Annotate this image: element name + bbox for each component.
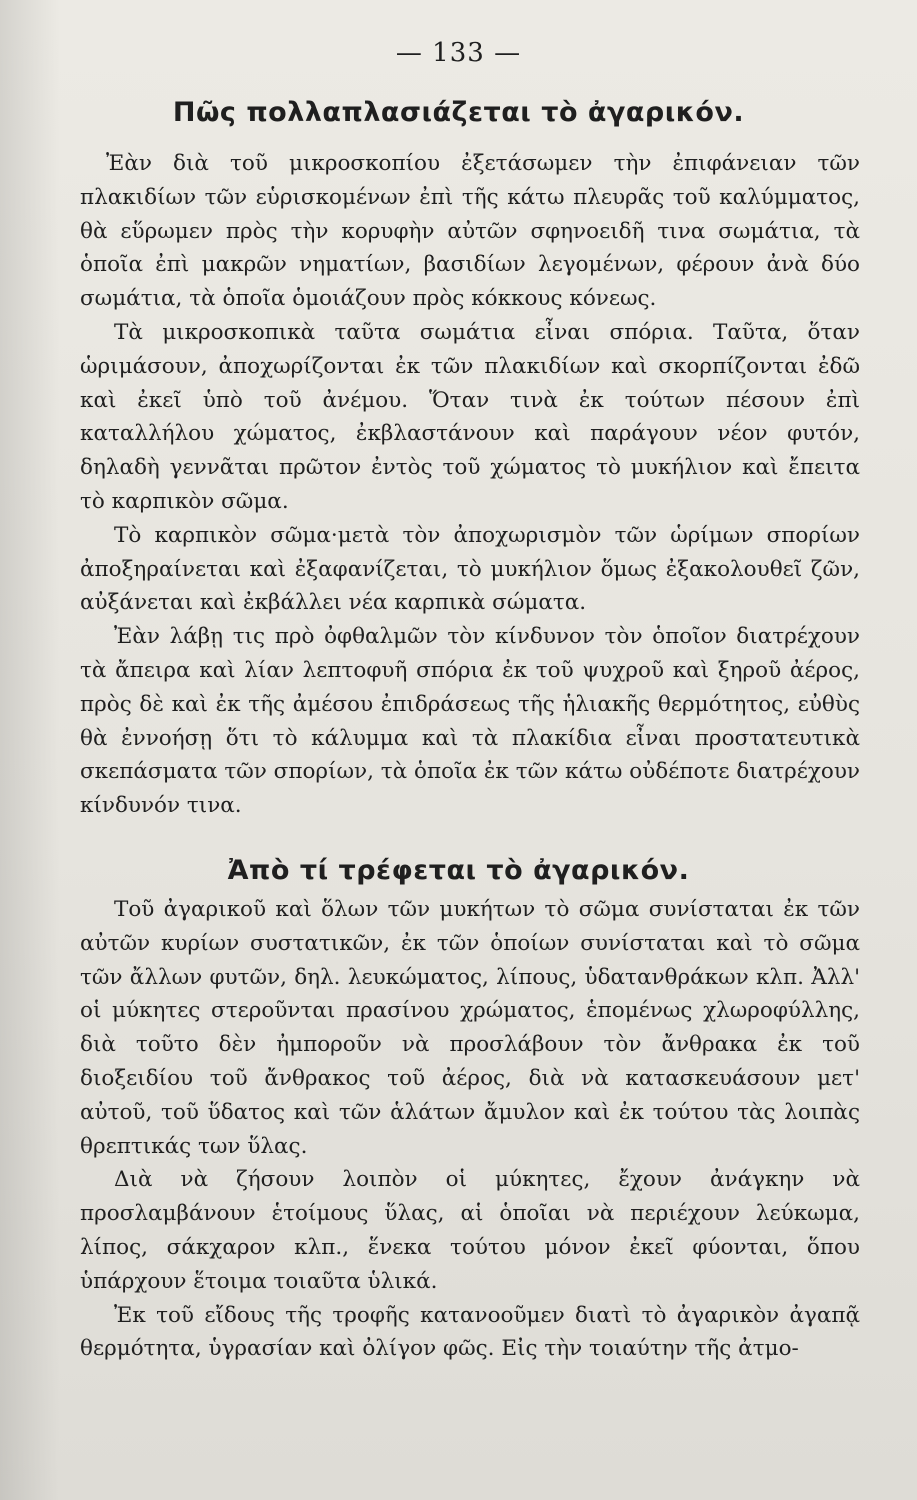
- section-heading-nutrition: Ἀπὸ τί τρέφεται τὸ ἀγαρικόν.: [227, 855, 690, 886]
- paragraph: Τοῦ ἀγαρικοῦ καὶ ὅλων τῶν μυκήτων τὸ σῶμα συνίσταται ἐκ τῶν αὐτῶν κυρίων συστατικῶν, ἐκ τῶν ὁποίων συνίσταται καὶ τὸ σῶμα τῶν ἄλλων φυτῶν, δηλ. λευκώματος, λίπους, ὑδατανθράκων κλπ. Ἀλλ' οἱ μύκητες στεροῦνται πρασίνου χρώματος, ἑπομένως χλωροφύλλης, διὰ τοῦτο δὲν ἠμποροῦν νὰ προσλάβουν τὸν ἄνθρακα ἐκ τοῦ διοξειδίου τοῦ ἄνθρακος τοῦ ἀέρος, διὰ νὰ κατασκευάσουν μετ' αὐτοῦ, τοῦ ὕδατος καὶ τῶν ἁλάτων ἄμυλον καὶ ἐκ τούτου τὰς λοιπὰς θρεπτικάς των ὕλας.: [80, 897, 860, 1159]
- section-body-nutrition: [80, 893, 860, 1366]
- paragraph: Διὰ νὰ ζήσουν λοιπὸν οἱ μύκητες, ἔχουν ἀνάγκην νὰ προσλαμβάνουν ἑτοίμους ὕλας, αἱ ὁποῖαι νὰ περιέχουν λεύκωμα, λίπος, σάκχαρον κλπ., ἕνεκα τούτου μόνον ἐκεῖ φύονται, ὅπου ὑπάρχουν ἕτοιμα τοιαῦτα ὑλικά.: [80, 1167, 860, 1294]
- paragraph: Τὰ μικροσκοπικὰ ταῦτα σωμάτια εἶναι σπόρια. Ταῦτα, ὅταν ὡριμάσουν, ἀποχωρίζονται ἐκ τῶν πλακιδίων καὶ σκορπίζονται ἐδῶ καὶ ἐκεῖ ὑπὸ τοῦ ἀνέμου. Ὅταν τινὰ ἐκ τούτων πέσουν ἐπὶ καταλλήλου χώματος, ἐκβλαστάνουν καὶ παράγουν νέον φυτόν, δηλαδὴ γεννᾶται πρῶτον ἐντὸς τοῦ χώματος τὸ μυκήλιον καὶ ἔπειτα τὸ καρπικὸν σῶμα.: [80, 319, 860, 514]
- paragraph: Τὸ καρπικὸν σῶμα·μετὰ τὸν ἀποχωρισμὸν τῶν ὡρίμων σπορίων ἀποξηραίνεται καὶ ἐξαφανίζεται, τὸ μυκήλιον ὅμως ἐξακολουθεῖ ζῶν, αὐξάνεται καὶ ἐκβάλλει νέα καρπικὰ σώματα.: [80, 522, 860, 616]
- section-body-multiplication: [80, 147, 860, 823]
- paragraph: Ἐκ τοῦ εἴδους τῆς τροφῆς κατανοοῦμεν διατὶ τὸ ἀγαρικὸν ἀγαπᾷ θερμότητα, ὑγρασίαν καὶ ὀλίγον φῶς. Εἰς τὴν τοιαύτην τῆς ἀτμο-: [80, 1302, 860, 1362]
- paragraph: Ἐὰν λάβῃ τις πρὸ ὀφθαλμῶν τὸν κίνδυνον τὸν ὁποῖον διατρέχουν τὰ ἄπειρα καὶ λίαν λεπτοφυῆ σπόρια ἐκ τοῦ ψυχροῦ καὶ ξηροῦ ἀέρος, πρὸς δὲ καὶ ἐκ τῆς ἀμέσου ἐπιδράσεως τῆς ἡλιακῆς θερμότητος, εὐθὺς θὰ ἐννοήσῃ ὅτι τὸ κάλυμμα καὶ τὰ πλακίδια εἶναι προστατευτικὰ σκεπάσματα τῶν σπορίων, τὰ ὁποῖα ἐκ τῶν κάτω οὐδέποτε διατρέχουν κίνδυνόν τινα.: [80, 624, 860, 819]
- page-number: — 133 —: [395, 38, 522, 68]
- paragraph: Ἐὰν διὰ τοῦ μικροσκοπίου ἐξετάσωμεν τὴν ἐπιφάνειαν τῶν πλακιδίων τῶν εὑρισκομένων ἐπὶ τῆς κάτω πλευρᾶς τοῦ καλύμματος, θὰ εὕρωμεν πρὸς τὴν κορυφὴν αὐτῶν σφηνοειδῆ τινα σωμάτια, τὰ ὁποῖα ἐπὶ μακρῶν νηματίων, βασιδίων λεγομένων, φέρουν ἀνὰ δύο σωμάτια, τὰ ὁποῖα ὁμοιάζουν πρὸς κόκκους κόνεως.: [80, 151, 860, 312]
- section-heading-multiplication: Πῶς πολλαπλασιάζεται τὸ ἀγαρικόν.: [172, 97, 745, 128]
